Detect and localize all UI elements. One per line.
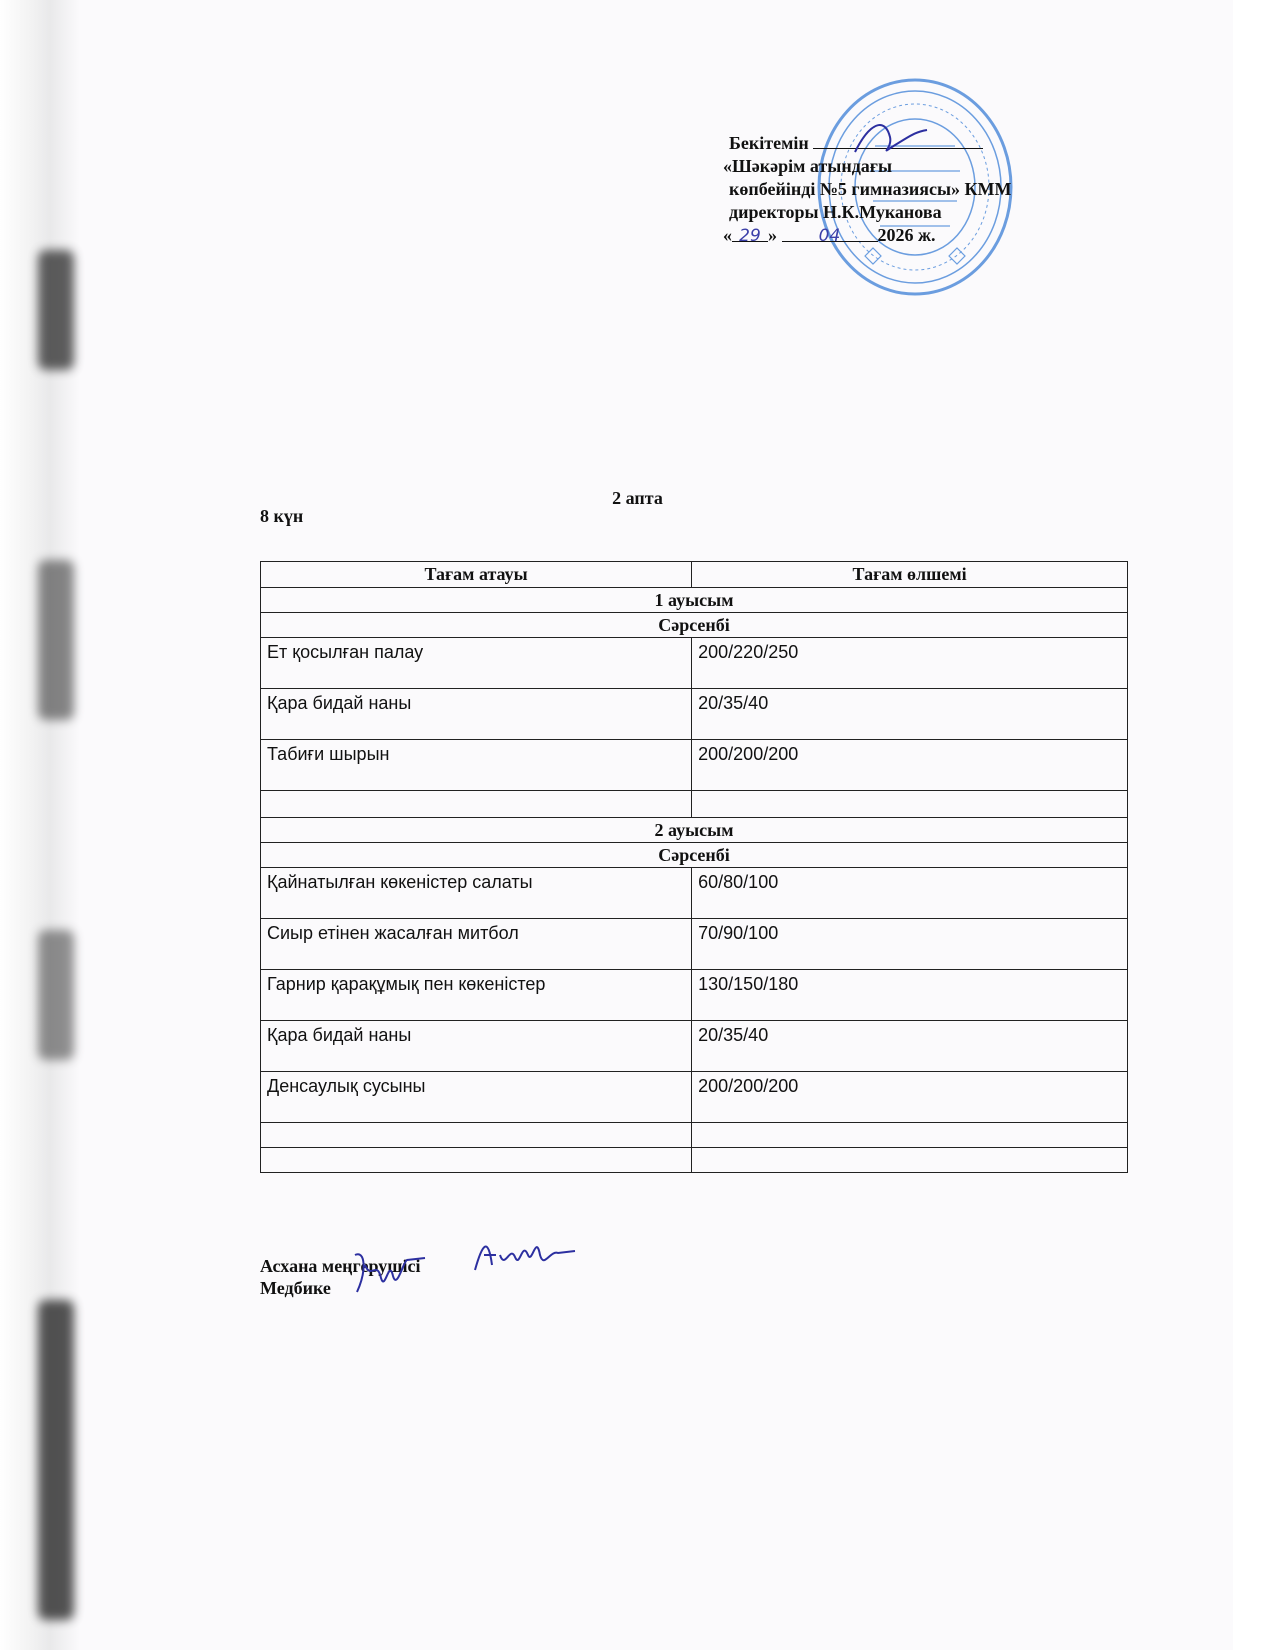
date-year: 2026 ж. [877, 225, 936, 245]
shift1-weekday: Сәрсенбі [261, 613, 1128, 638]
approval-org-line2: көпбейінді №5 гимназиясы» КММ [729, 179, 1012, 199]
empty-row [261, 791, 1128, 818]
dish-name: Қара бидай наны [261, 1021, 692, 1072]
menu-table [260, 561, 1128, 1173]
table-row [261, 1021, 1128, 1072]
weekday-row [261, 843, 1128, 868]
scan-smudge [38, 560, 74, 720]
table-row [261, 638, 1128, 689]
dish-portion: 200/200/200 [692, 740, 1128, 791]
dish-portion: 130/150/180 [692, 970, 1128, 1021]
dish-portion: 20/35/40 [692, 1021, 1128, 1072]
scan-smudge [38, 250, 74, 370]
shift2-title: 2 ауысым [261, 818, 1128, 843]
nurse-signature-icon [345, 1240, 435, 1300]
table-row [261, 919, 1128, 970]
dish-name: Табиғи шырын [261, 740, 692, 791]
dish-name: Денсаулық сусыны [261, 1072, 692, 1123]
scan-smudge [38, 1300, 74, 1620]
scan-smudge [38, 930, 74, 1060]
approval-date: « 29 » 04 2026 ж. [723, 225, 936, 246]
table-row [261, 689, 1128, 740]
chef-signature-icon [470, 1225, 580, 1280]
empty-row [261, 1123, 1128, 1148]
approval-title: Бекітемін [729, 133, 809, 153]
shift2-weekday: Сәрсенбі [261, 843, 1128, 868]
approval-director: директоры Н.К.Муканова [729, 202, 942, 222]
dish-name: Қайнатылған көкеністер салаты [261, 868, 692, 919]
dish-portion: 200/220/250 [692, 638, 1128, 689]
dish-portion: 60/80/100 [692, 868, 1128, 919]
dish-name: Ет қосылған палау [261, 638, 692, 689]
table-row [261, 740, 1128, 791]
director-signature-icon [845, 112, 935, 172]
day-label: 8 күн [260, 506, 304, 526]
week-label: 2 апта [612, 488, 663, 508]
date-month: 04 [782, 225, 878, 242]
date-day: 29 [732, 225, 768, 242]
chef-label: Асхана меңгерушісі [260, 1256, 421, 1276]
shift-row [261, 588, 1128, 613]
shift-row [261, 818, 1128, 843]
empty-row [261, 1148, 1128, 1173]
dish-portion: 200/200/200 [692, 1072, 1128, 1123]
table-row [261, 1072, 1128, 1123]
dish-portion: 70/90/100 [692, 919, 1128, 970]
table-row [261, 868, 1128, 919]
shift1-title: 1 ауысым [261, 588, 1128, 613]
dish-name: Қара бидай наны [261, 689, 692, 740]
approval-org-line1: «Шәкәрім атындағы [723, 156, 893, 176]
col-name-header: Тағам атауы [261, 562, 692, 588]
weekday-row [261, 613, 1128, 638]
table-header-row [261, 562, 1128, 588]
scan-edge [1233, 0, 1275, 1650]
nurse-label: Медбике [260, 1278, 331, 1298]
table-row [261, 970, 1128, 1021]
col-portion-header: Тағам өлшемі [692, 562, 1128, 588]
dish-name: Гарнир қарақұмық пен көкеністер [261, 970, 692, 1021]
dish-name: Сиыр етінен жасалған митбол [261, 919, 692, 970]
dish-portion: 20/35/40 [692, 689, 1128, 740]
